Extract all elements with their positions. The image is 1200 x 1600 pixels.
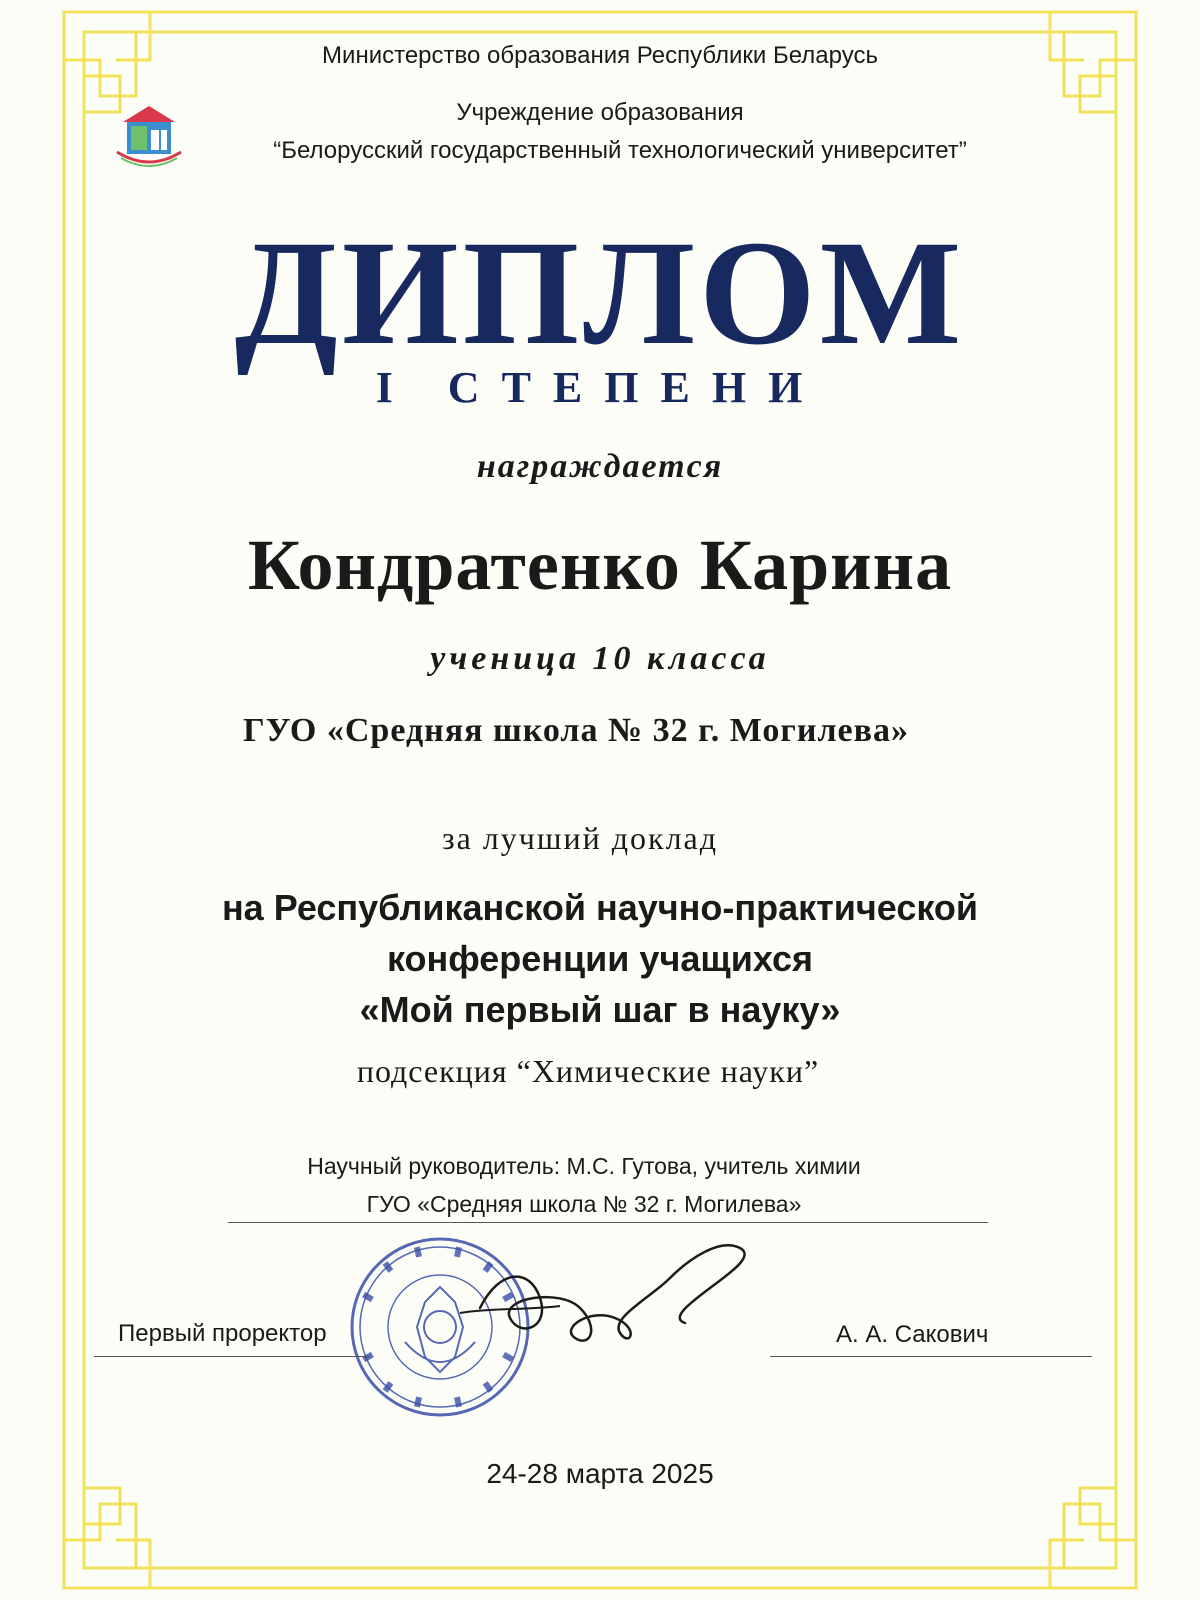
awarded-label: награждается bbox=[476, 448, 724, 485]
diploma-title: ДИПЛОМ bbox=[234, 210, 966, 376]
signer-position-underline bbox=[94, 1356, 370, 1357]
event-date: 24-28 марта 2025 bbox=[486, 1458, 714, 1489]
institution-label: Учреждение образования bbox=[456, 99, 744, 126]
signer-name-underline bbox=[770, 1356, 1092, 1357]
recipient-grade: ученица 10 класса bbox=[430, 640, 770, 677]
diploma-degree: I СТЕПЕНИ bbox=[375, 363, 825, 412]
recipient-name: Кондратенко Карина bbox=[247, 525, 953, 605]
ministry-name: Министерство образования Республики Беларусь bbox=[322, 42, 878, 69]
university-name: “Белорусский государственный технологический университет” bbox=[273, 137, 967, 164]
supervisor-line: ГУО «Средняя школа № 32 г. Могилева» bbox=[366, 1191, 802, 1217]
supervisor-underline bbox=[228, 1222, 988, 1223]
conference-line: конференции учащихся bbox=[386, 938, 814, 979]
conference-line: «Мой первый шаг в науку» bbox=[359, 989, 841, 1030]
recipient-school: ГУО «Средняя школа № 32 г. Могилева» bbox=[243, 712, 909, 749]
supervisor-line: Научный руководитель: М.С. Гутова, учитель химии bbox=[307, 1153, 861, 1179]
signer-position: Первый проректор bbox=[118, 1320, 327, 1347]
signer-name: А. А. Сакович bbox=[836, 1321, 989, 1348]
signature bbox=[440, 1228, 760, 1378]
subsection-name: подсекция “Химические науки” bbox=[356, 1053, 820, 1089]
conference-name bbox=[0, 882, 1200, 1035]
award-reason: за лучший доклад bbox=[441, 820, 719, 856]
conference-line: на Республиканской научно-практической bbox=[221, 887, 979, 928]
supervisor-info bbox=[0, 1147, 1184, 1223]
